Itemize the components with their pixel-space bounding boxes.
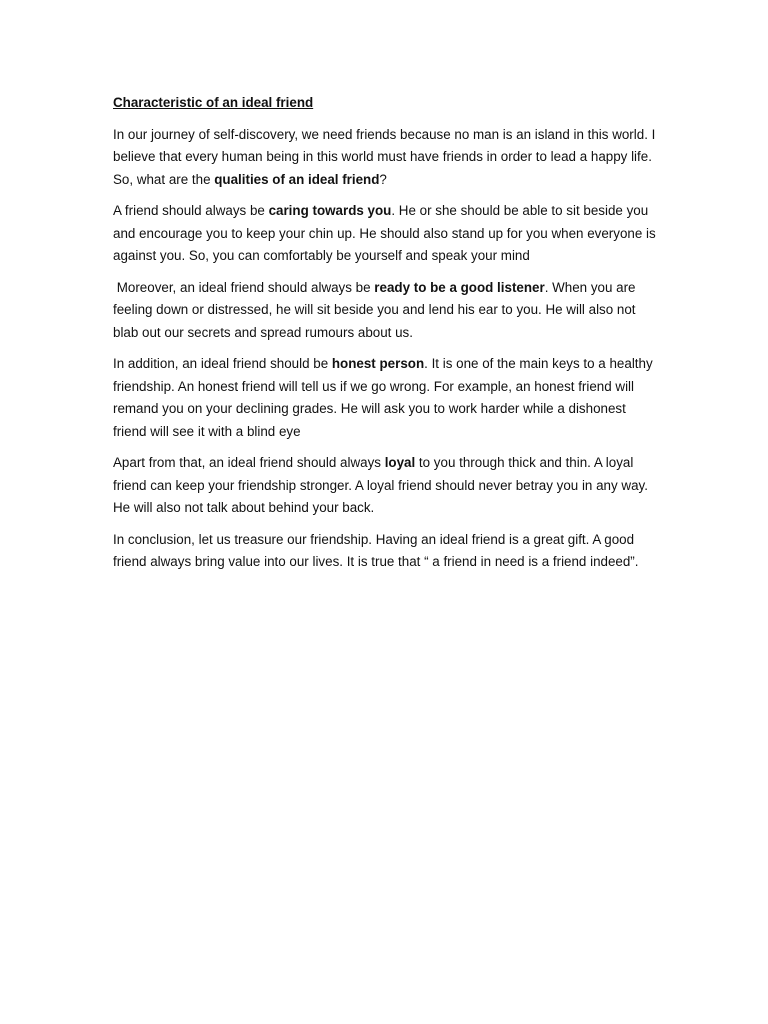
emphasis-text: loyal [384,455,416,470]
paragraph-text: In conclusion, let us treasure our friendship. Having an ideal friend is a great gift. A good friend always bring value into our lives. It is true that “ a friend in need is a friend indeed”. [113,531,639,569]
paragraph-loyal [113,452,658,520]
paragraph-intro [113,124,658,192]
paragraph-text: In our journey of self-discovery, we need friends because no man is an island in this world. I believe that every human being in this world must have friends in order to lead a happy life. So, what are the [113,126,656,187]
emphasis-text: ready to be a good listener [374,279,545,295]
paragraph-listener [113,277,658,345]
paragraph-text: A friend should always be [113,203,269,218]
emphasis-text: honest person [331,356,425,371]
paragraph-text: ? [379,171,387,187]
paragraph-caring [113,200,658,268]
paragraph-text: to you through thick and thin. A loyal friend can keep your friendship stronger. A loyal friend should never betray you in any way. He will also not talk about behind your back. [113,455,648,515]
paragraph-text: . When you are feeling down or distressed, he will sit beside you and lend his ear to you. He will also not blab out our secrets and spread rumours about us. [113,279,640,340]
document-title: Characteristic of an ideal friend [113,95,314,110]
emphasis-text: qualities of an ideal friend [214,171,380,187]
paragraph-text: . He or she should be able to sit beside you and encourage you to keep your chin up. He should also stand up for you when everyone is against you. So, you can comfortably be yourself and speak your mind [113,203,656,263]
paragraph-text: Apart from that, an ideal friend should always [113,455,385,470]
emphasis-text: caring towards you [268,203,392,218]
paragraph-honest [113,353,658,443]
document-body [113,92,658,583]
paragraph-text: Moreover, an ideal friend should always be [113,279,375,295]
paragraph-text: . It is one of the main keys to a healthy friendship. An honest friend will tell us if we go wrong. For example, an honest friend will remand you on your declining grades. He will ask you to work harder while a dishonest friend will see it with a blind eye [113,356,653,439]
paragraph-text: In addition, an ideal friend should be [113,356,332,371]
paragraph-conclusion [113,529,658,574]
